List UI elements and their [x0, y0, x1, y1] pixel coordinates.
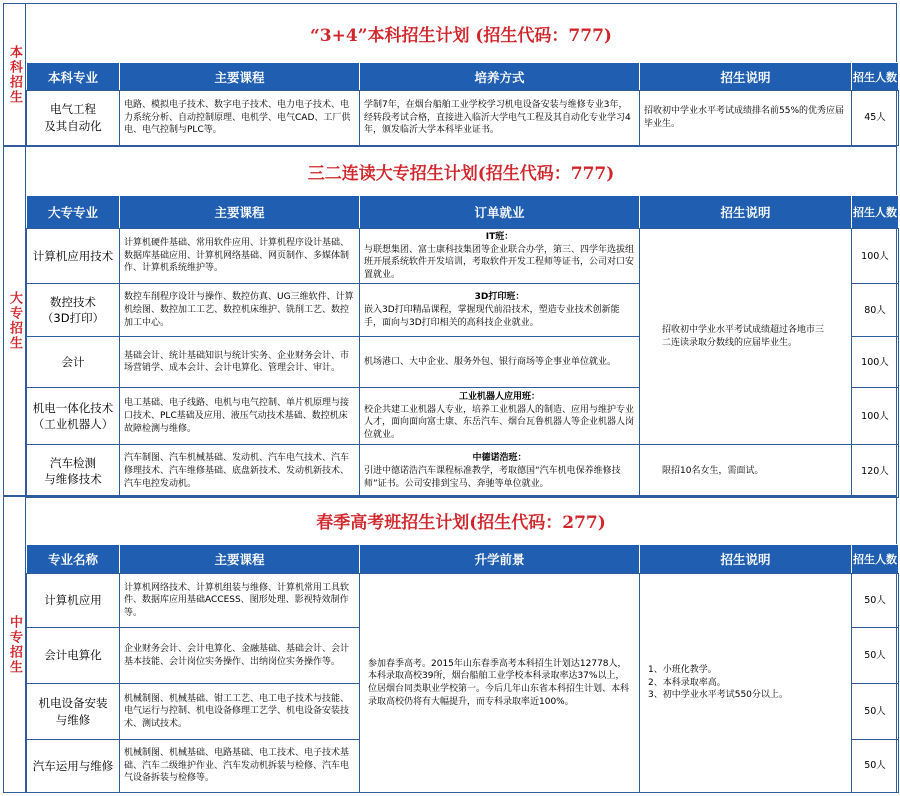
major-name: 计算机应用技术	[27, 229, 120, 284]
order-title: 3D打印班：	[474, 292, 525, 303]
col-header-major: 大专专业	[27, 196, 120, 229]
section-title-vocational: 春季高考班招生计划(招生代码：277)	[316, 513, 606, 533]
col-header-major: 本科专业	[27, 63, 120, 91]
order-title: 工业机器人应用班：	[458, 392, 540, 403]
major-name: 汽车运用与维修	[27, 740, 120, 793]
major-name: 会计电算化	[27, 628, 120, 684]
table-row	[27, 229, 899, 284]
merged-note-cell	[640, 574, 852, 793]
major-name: 数控技术 （3D打印）	[27, 284, 120, 337]
order-cell	[360, 337, 640, 388]
courses-cell: 机械制图、机械基础、电路基础、电工技术、电子技术基础、汽车二级维护作业、汽车发动机拆装与检修、汽车电气设备拆装与检修等。	[120, 740, 360, 793]
count-cell: 50人	[852, 628, 899, 684]
table-row	[27, 91, 899, 146]
order-cell	[360, 445, 640, 498]
vocational-section	[3, 496, 897, 793]
col-header-note: 招生说明	[640, 545, 852, 574]
courses-cell: 数控车削程序设计与操作、数控仿真、UG三维软件、计算机绘图、数控加工工艺、数控机床维护、铣削工艺、数控加工中心。	[120, 284, 360, 337]
major-name: 机电设备安装 与维修	[27, 684, 120, 740]
courses-cell: 企业财务会计、会计电算化、金融基础、基础会计、会计基本技能、会计岗位实务操作、出纳岗位实务操作等。	[120, 628, 360, 684]
order-cell	[360, 388, 640, 445]
count-cell: 100人	[852, 337, 899, 388]
section-title-undergrad: “3+4”本科招生计划 (招生代码：777)	[310, 25, 612, 46]
table-row	[27, 445, 899, 498]
major-name: 电气工程 及其自动化	[27, 91, 120, 146]
col-header-count: 招生人数	[852, 196, 899, 229]
col-header-method: 培养方式	[360, 63, 640, 91]
count-cell: 120人	[852, 445, 899, 498]
merged-note-cell: 招收初中学业水平考试成绩超过各地市三二连读录取分数线的应届毕业生。	[640, 229, 852, 445]
col-header-courses: 主要课程	[120, 196, 360, 229]
count-cell: 80人	[852, 284, 899, 337]
col-header-prospect: 升学前景	[360, 545, 640, 574]
order-text: 引进中德诺浩汽车课程标准教学，考取德国“汽车机电保养维修技师”证书。公司安排到宝马、奔驰等单位就业。	[364, 466, 621, 489]
note-cell: 招收初中学业水平考试成绩排名前55%的优秀应届毕业生。	[640, 91, 852, 146]
side-label-vocational: 中专招生	[4, 497, 26, 792]
courses-cell: 电路、模拟电子技术、数字电子技术、电力电子技术、电力系统分析、自动控制原理、电机学、电气CAD、工厂供电、电气控制与PLC等。	[120, 91, 360, 146]
vocational-table	[26, 544, 899, 793]
order-text: 机场港口、大中企业、服务外包、银行商场等企事业单位就业。	[364, 357, 617, 368]
merged-prospect-cell: 参加春季高考。2015年山东春季高考本科招生计划达12778人，本科录取高校39所，烟台船舶工业学校本科录取率达37%以上，位居烟台同类职业学校第一。今后几年山东省本科招生计划、本科录取高校仍将有大幅提升，而专科录取率近100%。	[360, 574, 640, 793]
method-cell: 学制7年，在烟台船舶工业学校学习机电设备安装与维修专业3年，经转段考试合格，直接进入临沂大学电气工程及其自动化专业学习4年，颁发临沂大学本科毕业证书。	[360, 91, 640, 146]
college-section	[3, 146, 897, 496]
order-title: 中德诺浩班：	[472, 453, 527, 464]
order-cell	[360, 284, 640, 337]
major-name: 会计	[27, 337, 120, 388]
courses-cell: 计算机网络技术、计算机组装与维修、计算机常用工具软件、数据库应用基础ACCESS、图形处理、影视特效制作等。	[120, 574, 360, 628]
note-line: 3、初中学业水平考试550分以上。	[648, 690, 788, 701]
count-cell: 50人	[852, 684, 899, 740]
table-row	[27, 574, 899, 628]
count-cell: 45人	[852, 91, 899, 146]
courses-cell: 电工基础、电子线路、电机与电气控制、单片机原理与接口技术、PLC基础及应用、液压气动技术基础、数控机床故障检测与维修。	[120, 388, 360, 445]
order-text: 嵌入3D打印精品课程，掌握现代前沿技术，塑造专业技术创新能手，面向与3D打印相关的高科技企业就业。	[364, 305, 620, 328]
note-line: 2、本科录取率高。	[648, 677, 726, 688]
courses-cell: 计算机硬件基础、常用软件应用、计算机程序设计基础、数据库基础应用、计算机网络基础、网页制作、多媒体制作、计算机系统维护等。	[120, 229, 360, 284]
order-title: IT班：	[485, 232, 514, 242]
col-header-note: 招生说明	[640, 63, 852, 91]
col-header-note: 招生说明	[640, 196, 852, 229]
col-header-courses: 主要课程	[120, 545, 360, 574]
section-title-college: 三二连读大专招生计划(招生代码：777)	[307, 163, 615, 184]
major-name: 计算机应用	[27, 574, 120, 628]
courses-cell: 汽车制图、汽车机械基础、发动机、汽车电气技术、汽车修理技术、汽车维修基础、底盘新技术、发动机新技术、汽车电控发动机。	[120, 445, 360, 498]
col-header-major: 专业名称	[27, 545, 120, 574]
order-text: 校企共建工业机器人专业，培养工业机器人的制造、应用与维护专业人才，面向面向富士康、东岳汽车、烟台瓦鲁机器人等企业机器人岗位就业。	[364, 404, 635, 440]
side-label-undergrad: 本科招生	[4, 4, 26, 145]
count-cell: 100人	[852, 229, 899, 284]
col-header-order: 订单就业	[360, 196, 640, 229]
courses-cell: 机械制图、机械基础、钳工工艺、电工电子技术与技能、电气运行与控制、机电设备修理工艺学、机电设备安装技术、测试技术。	[120, 684, 360, 740]
undergrad-table	[26, 62, 899, 146]
major-name: 机电一体化技术 （工业机器人）	[27, 388, 120, 445]
col-header-count: 招生人数	[852, 545, 899, 574]
count-cell: 50人	[852, 574, 899, 628]
side-label-college: 大专招生	[4, 147, 26, 495]
note-cell: 限招10名女生，需面试。	[640, 445, 852, 498]
order-cell	[360, 229, 640, 284]
count-cell: 50人	[852, 740, 899, 793]
college-table	[26, 195, 899, 498]
undergrad-section	[3, 3, 897, 146]
courses-cell: 基础会计、统计基础知识与统计实务、企业财务会计、市场营销学、成本会计、会计电算化、管理会计、审计。	[120, 337, 360, 388]
order-text: 与联想集团、富士康科技集团等企业联合办学，第三、四学年选拔组班开展系统软件开发培训，考取软件开发工程师等证书，公司对口安置就业。	[364, 244, 635, 280]
col-header-courses: 主要课程	[120, 63, 360, 91]
col-header-count: 招生人数	[852, 63, 899, 91]
major-name: 汽车检测 与维修技术	[27, 445, 120, 498]
note-line: 1、小班化教学。	[648, 665, 717, 676]
count-cell: 100人	[852, 388, 899, 445]
